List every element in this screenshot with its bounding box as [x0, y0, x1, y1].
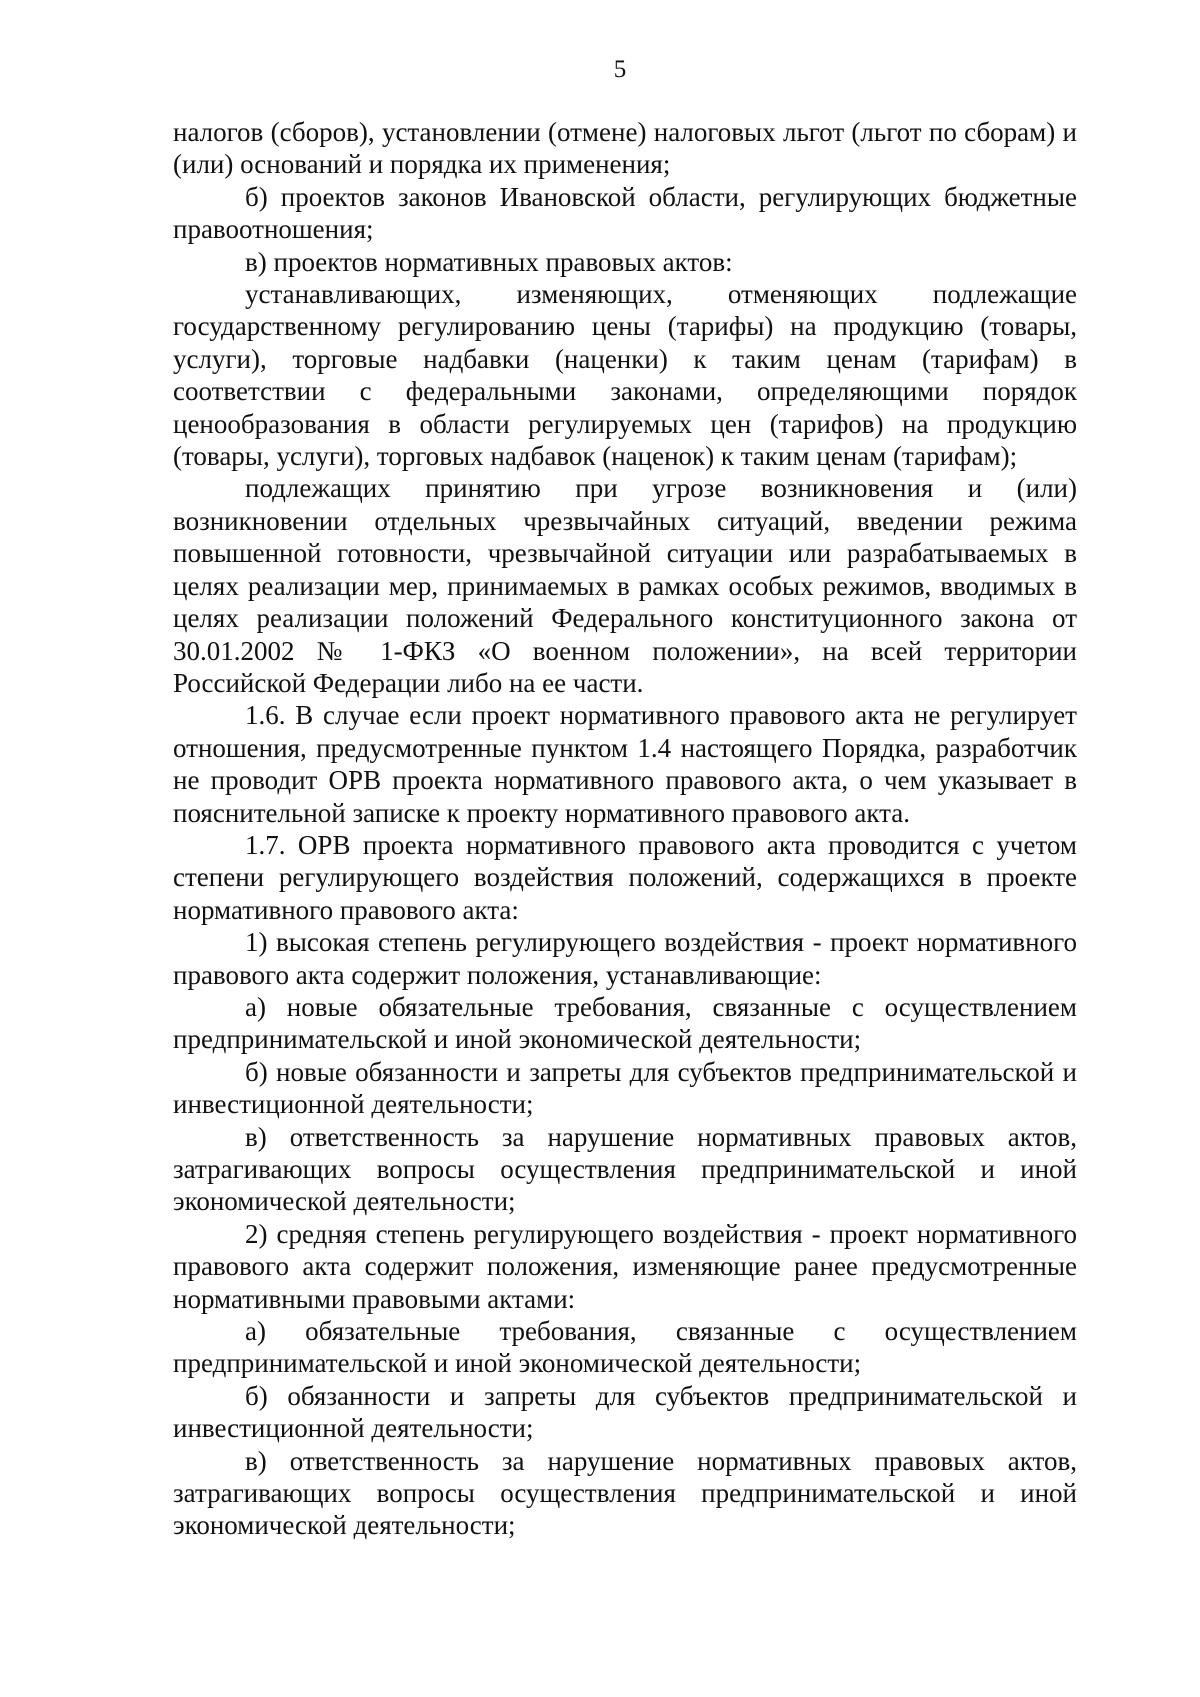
- document-body: [173, 116, 1077, 1542]
- paragraph-1-6: 1.6. В случае если проект нормативного правового акта не регулирует отношения, предусмотренные пунктом 1.4 настоящего Порядка, разработчик не проводит ОРВ проекта нормативного правового акта, о чем указывает в пояснительной записке к проекту нормативного правового акта.: [173, 700, 1077, 828]
- paragraph-medium-b: б) обязанности и запреты для субъектов предпринимательской и инвестиционной деятельности;: [173, 1380, 1077, 1444]
- paragraph-item-b-budget-laws: б) проектов законов Ивановской области, регулирующих бюджетные правоотношения;: [173, 181, 1077, 245]
- paragraph-high-b: б) новые обязанности и запреты для субъектов предпринимательской и инвестиционной деятельности;: [173, 1056, 1077, 1120]
- paragraph-prices-tariffs: устанавливающих, изменяющих, отменяющих подлежащие государственному регулированию цены (тарифы) на продукцию (товары, услуги), торговые надбавки (наценки) к таким ценам (тарифам) в соответствии с федеральными законами, определяющими порядок ценообразования в области регулируемых цен (тарифов) на продукцию (товары, услуги), торговых надбавок (наценок) к таким ценам (тарифам);: [173, 279, 1077, 472]
- paragraph-medium-degree: 2) средняя степень регулирующего воздействия - проект нормативного правового акта содержит положения, изменяющие ранее предусмотренные нормативными правовыми актами:: [173, 1218, 1077, 1314]
- paragraph-high-degree: 1) высокая степень регулирующего воздействия - проект нормативного правового акта содержит положения, устанавливающие:: [173, 927, 1077, 990]
- paragraph-1-7: 1.7. ОРВ проекта нормативного правового акта проводится с учетом степени регулирующего воздействия положений, содержащихся в проекте нормативного правового акта:: [173, 829, 1077, 925]
- paragraph-item-v-normative-acts: в) проектов нормативных правовых актов:: [245, 246, 733, 277]
- paragraph-medium-v: в) ответственность за нарушение нормативных правовых актов, затрагивающих вопросы осуществления предпринимательской и иной экономической деятельности;: [173, 1445, 1077, 1541]
- page-number: 5: [613, 56, 627, 83]
- paragraph-high-a: а) новые обязательные требования, связанные с осуществлением предпринимательской и иной экономической деятельности;: [173, 991, 1077, 1055]
- paragraph-emergency-situations: подлежащих принятию при угрозе возникновения и (или) возникновении отдельных чрезвычайных ситуаций, введении режима повышенной готовности, чрезвычайной ситуации или разрабатываемых в целях реализации мер, принимаемых в рамках особых режимов, вводимых в целях реализации положений Федерального конституционного закона от 30.01.2002 № 1-ФКЗ «О военном положении», на всей территории Российской Федерации либо на ее части.: [173, 473, 1077, 698]
- paragraph-medium-a: а) обязательные требования, связанные с осуществлением предпринимательской и иной экономической деятельности;: [173, 1316, 1077, 1379]
- paragraph-high-v: в) ответственность за нарушение нормативных правовых актов, затрагивающих вопросы осуществления предпринимательской и иной экономической деятельности;: [173, 1121, 1077, 1217]
- paragraph-continuation-taxes: налогов (сборов), установлении (отмене) налоговых льгот (льгот по сборам) и (или) оснований и порядка их применения;: [173, 117, 1077, 180]
